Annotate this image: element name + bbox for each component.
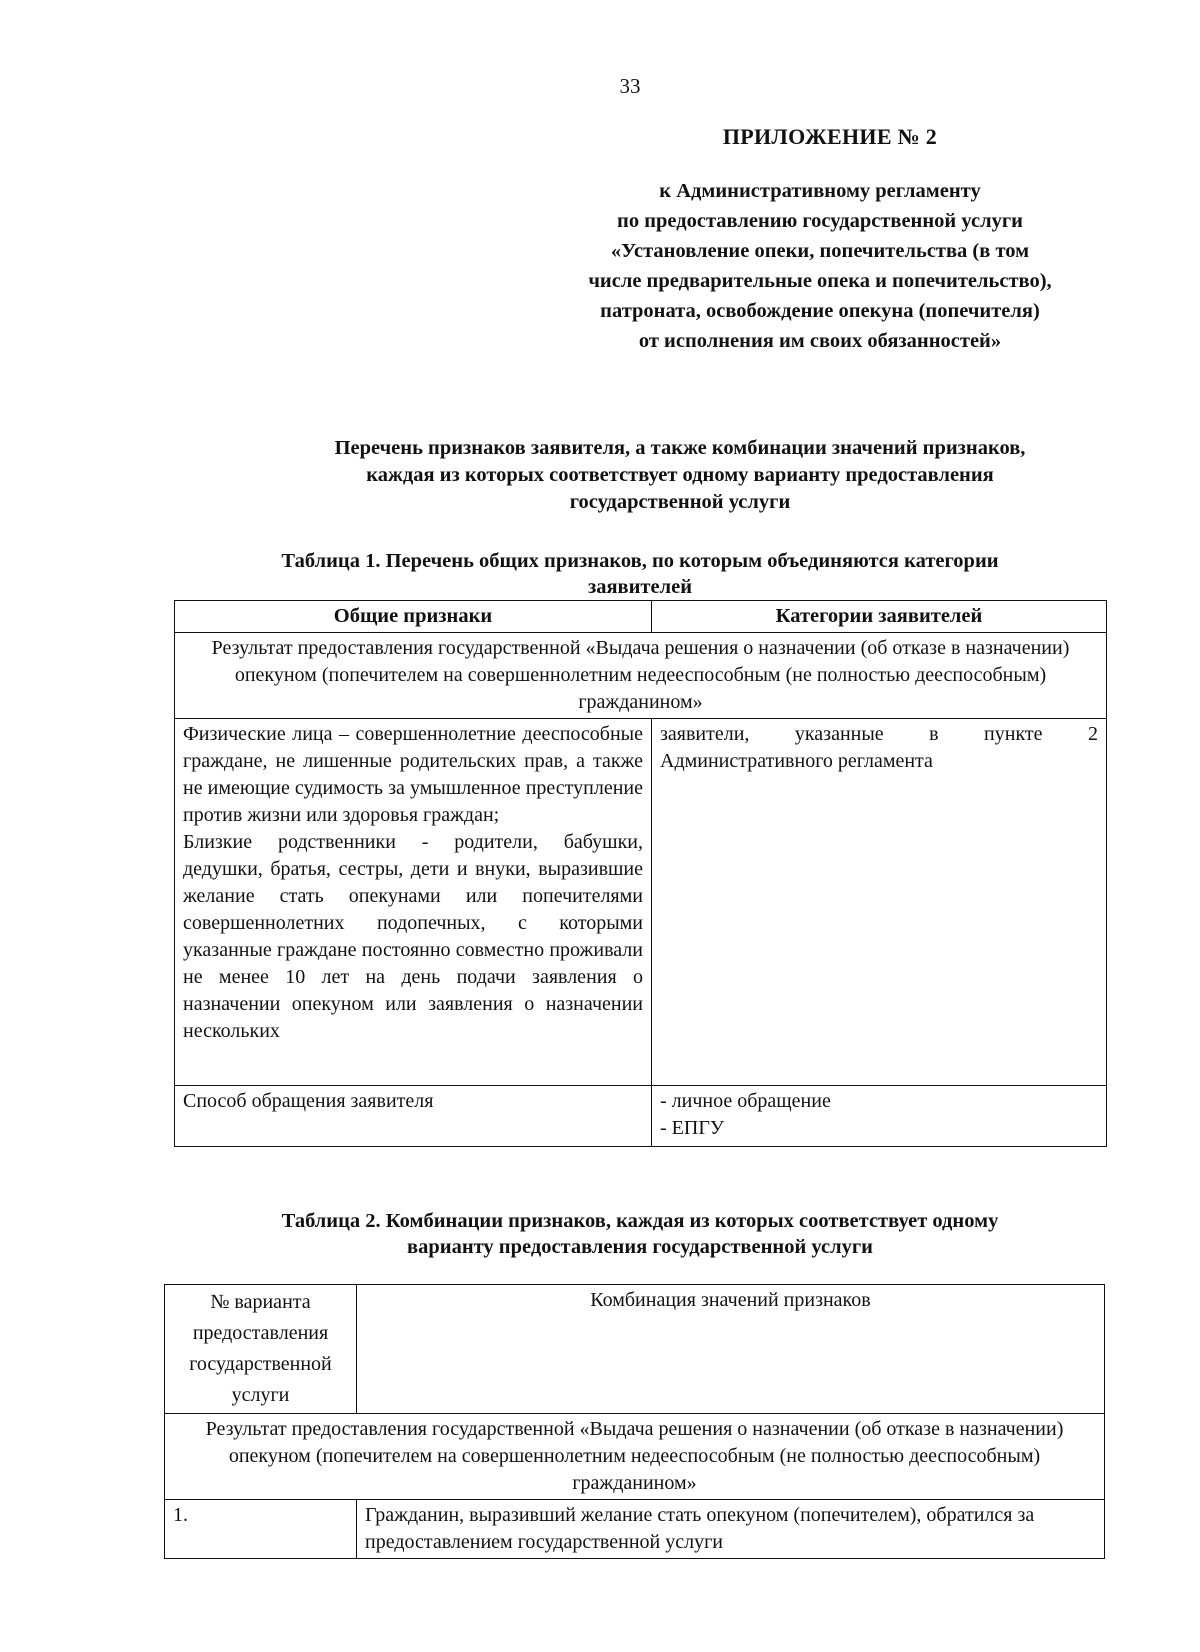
page-number: 33	[619, 74, 641, 98]
table2-header-variant: № варианта предоставления государственной услуги	[165, 1285, 357, 1414]
table2-caption-line: варианту предоставления государственной услуги	[407, 1236, 873, 1258]
appendix-reference-line: числе предварительные опека и попечительство),	[588, 270, 1052, 292]
table-row	[175, 1086, 1107, 1147]
table1-feature-text-cont: Близкие родственники - родители, бабушки, дедушки, братья, сестры, дети и внуки, выразившие желание стать опекунами или попечителями совершеннолетних подопечных, с которыми указанные граждане постоянно совместно проживали не менее 10 лет на день подачи заявления о назначении опекуном или заявления о назначении нескольких	[183, 831, 643, 1042]
appendix-reference-line: по предоставлению государственной услуги	[617, 210, 1023, 232]
table1-header-row	[175, 601, 1107, 633]
appendix-reference-line: «Установление опеки, попечительства (в том	[610, 240, 1030, 262]
table1-result-row	[175, 633, 1107, 719]
table1-category-item: - ЕПГУ	[660, 1117, 725, 1139]
table2-header-combination: Комбинация значений признаков	[357, 1285, 1105, 1414]
table2-caption	[175, 1208, 1105, 1260]
table1-result-cell: Результат предоставления государственной «Выдача решения о назначении (об отказе в назначении) опекуном (попечителем на совершеннолетним недееспособным (не полностью дееспособным) гражданином»	[175, 633, 1107, 719]
table1-category-item: - личное обращение	[660, 1090, 831, 1112]
document-heading-line: каждая из которых соответствует одному варианту предоставления	[366, 464, 994, 486]
table1-feature-text: Физические лица – совершеннолетние дееспособные граждане, не лишенные родительских прав, а также не имеющие судимость за умышленное преступление против жизни или здоровья граждан;	[183, 723, 643, 826]
appendix-reference	[520, 176, 1120, 356]
table2-result-row	[165, 1414, 1105, 1500]
appendix-title: ПРИЛОЖЕНИЕ № 2	[722, 124, 938, 149]
appendix-reference-line: от исполнения им своих обязанностей»	[638, 330, 1002, 352]
table2-header-row	[165, 1285, 1105, 1414]
document-heading	[240, 435, 1120, 516]
table-row	[165, 1500, 1105, 1559]
table2-combination-cell: Гражданин, выразивший желание стать опекуном (попечителем), обратился за предоставлением государственной услуги	[357, 1500, 1105, 1559]
table1-category-cell: заявители, указанные в пункте 2 Административного регламента	[652, 719, 1107, 1086]
table2-result-cell: Результат предоставления государственной «Выдача решения о назначении (об отказе в назначении) опекуном (попечителем на совершеннолетним недееспособным (не полностью дееспособным) гражданином»	[165, 1414, 1105, 1500]
table1-header-features: Общие признаки	[175, 601, 652, 633]
document-heading-line: государственной услуги	[569, 491, 791, 513]
table1-feature-cell: Способ обращения заявителя	[175, 1086, 652, 1147]
table1-feature-cell	[175, 719, 652, 1086]
appendix-reference-line: патроната, освобождение опекуна (попечителя)	[600, 300, 1040, 322]
table2	[164, 1284, 1105, 1559]
table-row	[175, 719, 1107, 1086]
table1-caption	[175, 548, 1105, 600]
table1-header-categories: Категории заявителей	[652, 601, 1107, 633]
table1	[174, 600, 1107, 1147]
table2-caption-line: Таблица 2. Комбинации признаков, каждая из которых соответствует одному	[281, 1210, 999, 1232]
appendix-reference-line: к Административному регламенту	[659, 180, 981, 202]
table1-category-cell	[652, 1086, 1107, 1147]
table1-caption-line: Таблица 1. Перечень общих признаков, по которым объединяются категории	[281, 550, 999, 572]
table2-variant-number: 1.	[165, 1500, 357, 1559]
table1-caption-line: заявителей	[587, 576, 693, 598]
document-heading-line: Перечень признаков заявителя, а также комбинации значений признаков,	[334, 437, 1026, 459]
